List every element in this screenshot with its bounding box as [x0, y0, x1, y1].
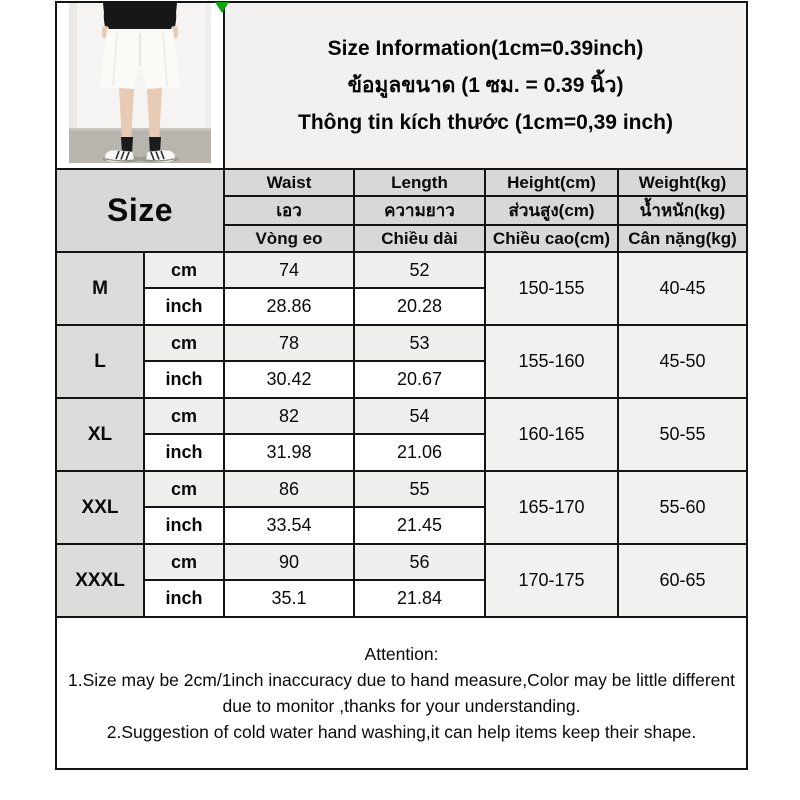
xl-waist-inch: 31.98 [224, 434, 354, 471]
weight-header-vi: Cân nặng(kg) [618, 225, 747, 252]
size-label-xxxl: XXXL [56, 544, 144, 617]
attention-note-2: 2.Suggestion of cold water hand washing,it can help items keep their shape. [106, 722, 697, 742]
unit-label-cm: cm [144, 471, 224, 507]
xl-length-cm: 54 [354, 398, 485, 434]
xxl-length-cm: 55 [354, 471, 485, 507]
green-corner-marker-icon [215, 2, 229, 13]
weight-header-th: น้ำหนัก(kg) [618, 196, 747, 225]
weight-header-en: Weight(kg) [618, 169, 747, 196]
size-label-xxl: XXL [56, 471, 144, 544]
product-photo-cell [56, 2, 224, 169]
model-photo-illustration [69, 3, 211, 163]
m-waist-inch: 28.86 [224, 288, 354, 325]
unit-label-inch: inch [144, 434, 224, 471]
waist-header-th: เอว [224, 196, 354, 225]
unit-label-inch: inch [144, 288, 224, 325]
length-header-en: Length [354, 169, 485, 196]
attention-note-1: 1.Size may be 2cm/1inch inaccuracy due to hand measure,Color may be little different due to monitor ,thanks for your understanding. [68, 670, 735, 716]
unit-label-cm: cm [144, 544, 224, 580]
xxxl-height-range: 170-175 [485, 544, 618, 617]
m-waist-cm: 74 [224, 252, 354, 288]
table-row [56, 252, 747, 288]
xxl-length-inch: 21.45 [354, 507, 485, 544]
l-height-range: 155-160 [485, 325, 618, 398]
height-header-vi: Chiều cao(cm) [485, 225, 618, 252]
xxl-waist-cm: 86 [224, 471, 354, 507]
unit-label-inch: inch [144, 361, 224, 398]
size-information-title-cell [224, 2, 747, 169]
waist-header-en: Waist [224, 169, 354, 196]
xxxl-length-cm: 56 [354, 544, 485, 580]
m-height-range: 150-155 [485, 252, 618, 325]
title-vietnamese: Thông tin kích thước (1cm=0,39 inch) [298, 111, 673, 134]
table-row [56, 471, 747, 507]
xxxl-weight-range: 60-65 [618, 544, 747, 617]
m-length-inch: 20.28 [354, 288, 485, 325]
table-row [56, 544, 747, 580]
attention-heading: Attention: [364, 644, 439, 664]
header-row-english [56, 169, 747, 196]
title-english: Size Information(1cm=0.39inch) [327, 37, 644, 60]
xxl-waist-inch: 33.54 [224, 507, 354, 544]
attention-notes [56, 617, 747, 769]
unit-label-inch: inch [144, 507, 224, 544]
size-label-l: L [56, 325, 144, 398]
unit-label-cm: cm [144, 325, 224, 361]
title-row [56, 2, 747, 169]
xxxl-waist-cm: 90 [224, 544, 354, 580]
xl-length-inch: 21.06 [354, 434, 485, 471]
xxxl-waist-inch: 35.1 [224, 580, 354, 617]
size-chart-table [55, 1, 748, 770]
xxl-height-range: 165-170 [485, 471, 618, 544]
length-header-th: ความยาว [354, 196, 485, 225]
length-header-vi: Chiều dài [354, 225, 485, 252]
title-thai: ข้อมูลขนาด (1 ซม. = 0.39 นิ้ว) [347, 74, 624, 97]
height-header-th: ส่วนสูง(cm) [485, 196, 618, 225]
l-waist-cm: 78 [224, 325, 354, 361]
unit-label-inch: inch [144, 580, 224, 617]
xxxl-length-inch: 21.84 [354, 580, 485, 617]
xl-waist-cm: 82 [224, 398, 354, 434]
l-length-inch: 20.67 [354, 361, 485, 398]
xl-height-range: 160-165 [485, 398, 618, 471]
waist-header-vi: Vòng eo [224, 225, 354, 252]
xl-weight-range: 50-55 [618, 398, 747, 471]
height-header-en: Height(cm) [485, 169, 618, 196]
l-waist-inch: 30.42 [224, 361, 354, 398]
l-length-cm: 53 [354, 325, 485, 361]
table-row [56, 398, 747, 434]
xxl-weight-range: 55-60 [618, 471, 747, 544]
unit-label-cm: cm [144, 398, 224, 434]
size-column-header: Size [56, 169, 224, 252]
size-label-m: M [56, 252, 144, 325]
attention-row [56, 617, 747, 769]
table-row [56, 325, 747, 361]
m-length-cm: 52 [354, 252, 485, 288]
m-weight-range: 40-45 [618, 252, 747, 325]
size-label-xl: XL [56, 398, 144, 471]
l-weight-range: 45-50 [618, 325, 747, 398]
unit-label-cm: cm [144, 252, 224, 288]
